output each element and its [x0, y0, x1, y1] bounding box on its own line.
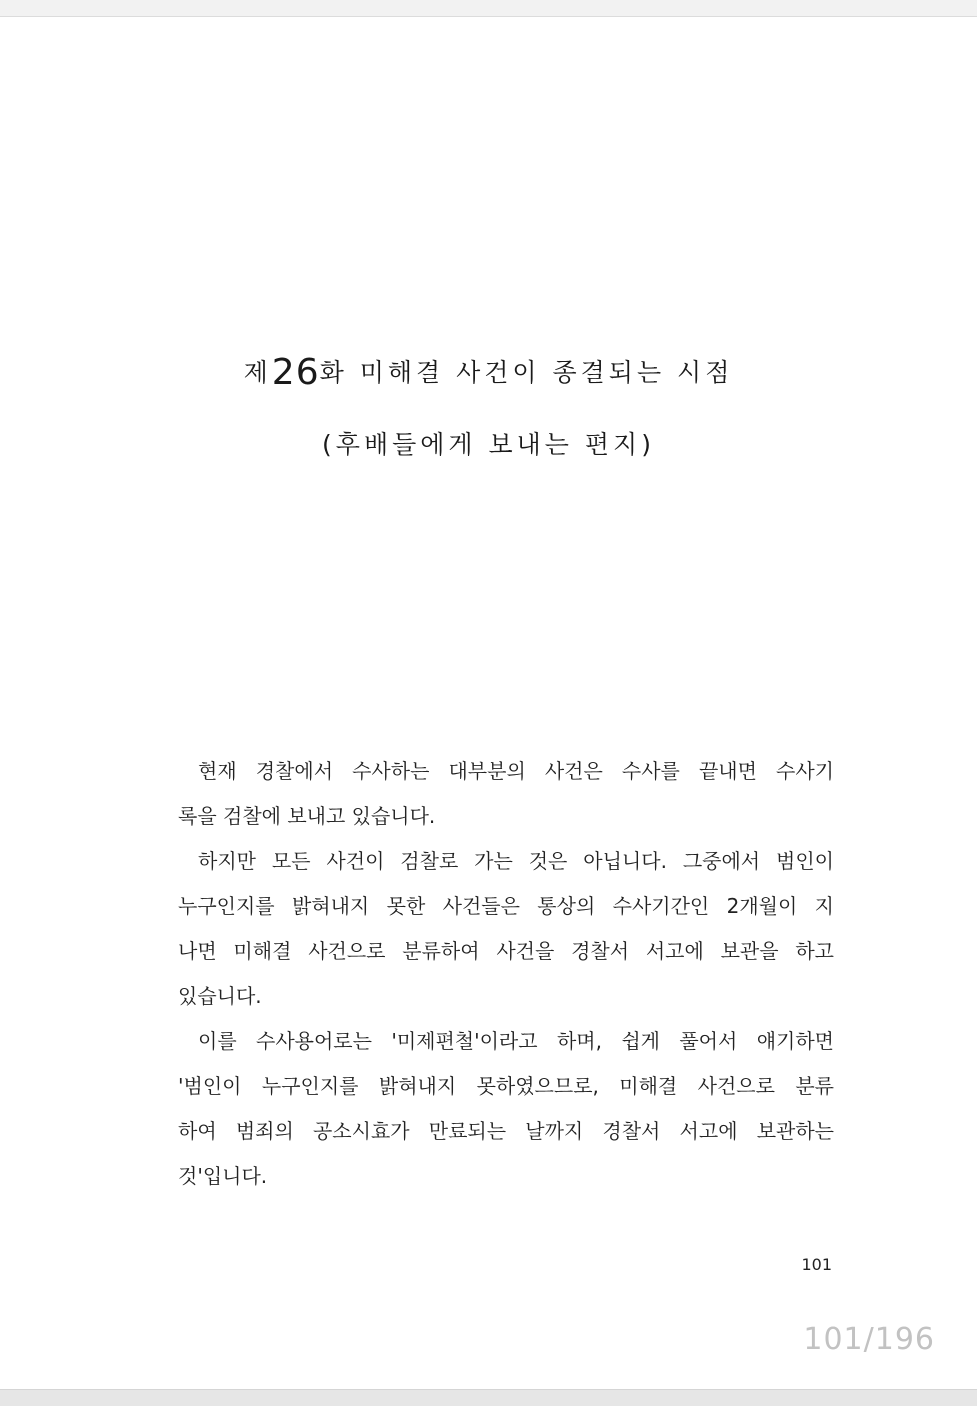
viewer-top-edge	[0, 0, 977, 17]
body-line: 하여 범죄의 공소시효가 만료되는 날까지 경찰서 서고에 보관하는	[178, 1119, 834, 1143]
body-line: '범인이 누구인지를 밝혀내지 못하였으므로, 미해결 사건으로 분류	[178, 1074, 834, 1098]
body-line: 나면 미해결 사건으로 분류하여 사건을 경찰서 서고에 보관을 하고	[178, 939, 834, 963]
chapter-prefix: 제	[243, 358, 272, 387]
body-line: 록을 검찰에 보내고 있습니다.	[178, 804, 436, 828]
viewer-bottom-edge	[0, 1389, 977, 1406]
body-text	[178, 749, 834, 1199]
page-number: 101	[801, 1255, 832, 1274]
chapter-title	[0, 352, 977, 393]
body-line: 이를 수사용어로는 '미제편철'이라고 하며, 쉽게 풀어서 얘기하면	[198, 1029, 834, 1053]
chapter-number: 26	[271, 352, 320, 393]
body-line: 누구인지를 밝혀내지 못한 사건들은 통상의 수사기간인 2개월이 지	[178, 894, 834, 918]
viewer-page-counter: 101/196	[803, 1322, 935, 1357]
body-line: 현재 경찰에서 수사하는 대부분의 사건은 수사를 끝내면 수사기	[198, 759, 834, 783]
body-line: 것'입니다.	[178, 1164, 268, 1188]
chapter-title-text: 화 미해결 사건이 종결되는 시점	[319, 358, 734, 387]
chapter-subtitle: (후배들에게 보내는 편지)	[322, 430, 655, 459]
body-line: 있습니다.	[178, 984, 262, 1008]
body-line: 하지만 모든 사건이 검찰로 가는 것은 아닙니다. 그중에서 범인이	[198, 849, 834, 873]
